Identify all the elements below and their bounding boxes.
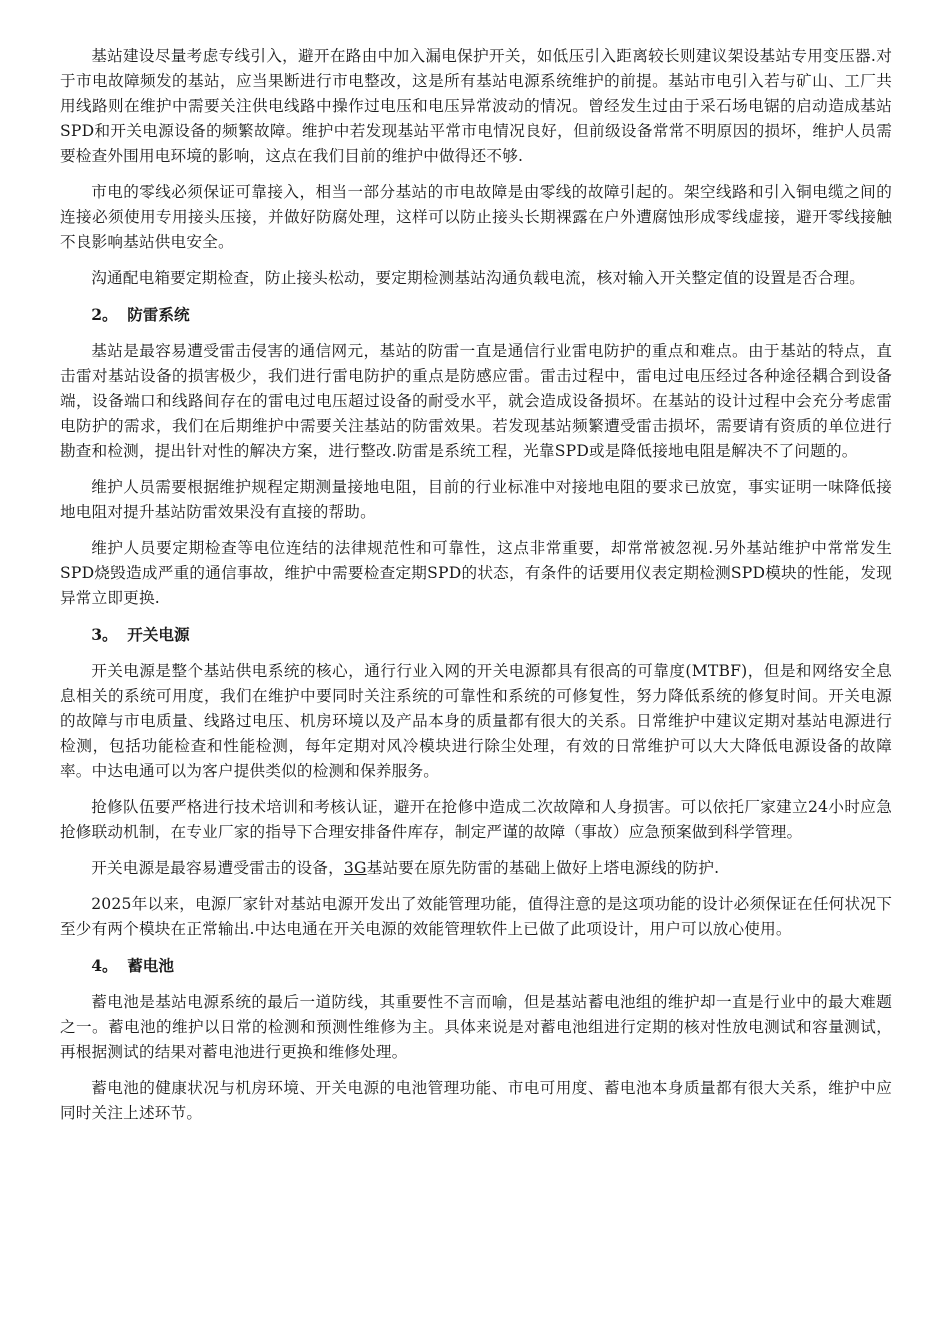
- paragraph: 市电的零线必须保证可靠接入，相当一部分基站的市电故障是由零线的故障引起的。架空线路和引入铜电缆之间的连接必须使用专用接头压接，并做好防腐处理，这样可以防止接头长期裸露在户外遭腐蚀形成零线虚接，避开零线接触不良影响基站供电安全。: [60, 183, 892, 251]
- paragraph: 维护人员需要根据维护规程定期测量接地电阻，目前的行业标准中对接地电阻的要求已放宽，事实证明一味降低接地电阻对提升基站防雷效果没有直接的帮助。: [60, 478, 892, 521]
- paragraph: 开关电源是整个基站供电系统的核心，通行行业入网的开关电源都具有很高的可靠度(MTBF)，但是和网络安全息息相关的系统可用度，我们在维护中要同时关注系统的可靠性和系统的可修复性，努力降低系统的修复时间。开关电源的故障与市电质量、线路过电压、机房环境以及产品本身的质量都有很大的关系。日常维护中建议定期对基站电源进行检测，包括功能检查和性能检测，每年定期对风冷模块进行除尘处理，有效的日常维护可以大大降低电源设备的故障率。中达电通可以为客户提供类似的检测和保养服务。: [60, 662, 892, 780]
- section-heading-switching-power: [60, 622, 892, 647]
- paragraph: 基站建设尽量考虑专线引入，避开在路由中加入漏电保护开关，如低压引入距离较长则建议架设基站专用变压器.对于市电故障频发的基站，应当果断进行市电整改，这是所有基站电源系统维护的前提。基站市电引入若与矿山、工厂共用线路则在维护中需要关注供电线路中操作过电压和电压异常波动的情况。曾经发生过由于采石场电锯的启动造成基站SPD和开关电源设备的频繁故障。维护中若发现基站平常市电情况良好，但前级设备常常不明原因的损坏，维护人员需要检查外围用电环境的影响，这点在我们目前的维护中做得还不够.: [60, 47, 892, 165]
- section-heading-lightning-protection: [60, 302, 892, 327]
- section-number: 2。: [91, 305, 118, 324]
- paragraph: 维护人员要定期检查等电位连结的法律规范性和可靠性，这点非常重要，却常常被忽视.另外基站维护中常常发生SPD烧毁造成严重的通信事故，维护中需要检查定期SPD的状态，有条件的话要用仪表定期检测SPD模块的性能，发现异常立即更换.: [60, 539, 892, 607]
- section-number: 4。: [91, 956, 118, 975]
- paragraph: 抢修队伍要严格进行技术培训和考核认证，避开在抢修中造成二次故障和人身损害。可以依托厂家建立24小时应急抢修联动机制，在专业厂家的指导下合理安排备件库存，制定严谨的故障（事故）应急预案做到科学管理。: [60, 798, 892, 841]
- paragraph: 沟通配电箱要定期检查，防止接头松动，要定期检测基站沟通负载电流，核对输入开关整定值的设置是否合理。: [91, 269, 866, 287]
- section-title: 蓄电池: [127, 956, 174, 975]
- paragraph: 蓄电池的健康状况与机房环境、开关电源的电池管理功能、市电可用度、蓄电池本身质量都有很大关系，维护中应同时关注上述环节。: [60, 1079, 892, 1122]
- paragraph: [60, 856, 892, 881]
- document-page: [60, 44, 892, 1137]
- section-title: 防雷系统: [127, 305, 190, 324]
- paragraph: 2025年以来，电源厂家针对基站电源开发出了效能管理功能，值得注意的是这项功能的设计必须保证在任何状况下至少有两个模块在正常输出.中达电通在开关电源的效能管理软件上已做了此项设计，用户可以放心使用。: [60, 895, 892, 938]
- paragraph: 基站是最容易遭受雷击侵害的通信网元，基站的防雷一直是通信行业雷电防护的重点和难点。由于基站的特点，直击雷对基站设备的损害极少，我们进行雷电防护的重点是防感应雷。雷击过程中，雷电过电压经过各种途径耦合到设备端，设备端口和线路间存在的雷电过电压超过设备的耐受水平，就会造成设备损坏。在基站的设计过程中会充分考虑雷电防护的需求，我们在后期维护中需要关注基站的防雷效果。若发现基站频繁遭受雷击损坏，需要请有资质的单位进行勘查和检测，提出针对性的解决方案，进行整改.防雷是系统工程，光靠SPD或是降低接地电阻是解决不了问题的。: [60, 342, 892, 460]
- section-number: 3。: [91, 625, 118, 644]
- paragraph-text: 开关电源是最容易遭受雷击的设备，: [91, 859, 344, 877]
- section-title: 开关电源: [127, 625, 190, 644]
- paragraph: 蓄电池是基站电源系统的最后一道防线，其重要性不言而喻，但是基站蓄电池组的维护却一直是行业中的最大难题之一。蓄电池的维护以日常的检测和预测性维修为主。具体来说是对蓄电池组进行定期的核对性放电测试和容量测试，再根据测试的结果对蓄电池进行更换和维修处理。: [60, 993, 892, 1061]
- section-heading-battery: [60, 953, 892, 978]
- paragraph-text: 基站要在原先防雷的基础上做好上塔电源线的防护.: [366, 859, 720, 877]
- 3g-link[interactable]: 3G: [343, 859, 367, 877]
